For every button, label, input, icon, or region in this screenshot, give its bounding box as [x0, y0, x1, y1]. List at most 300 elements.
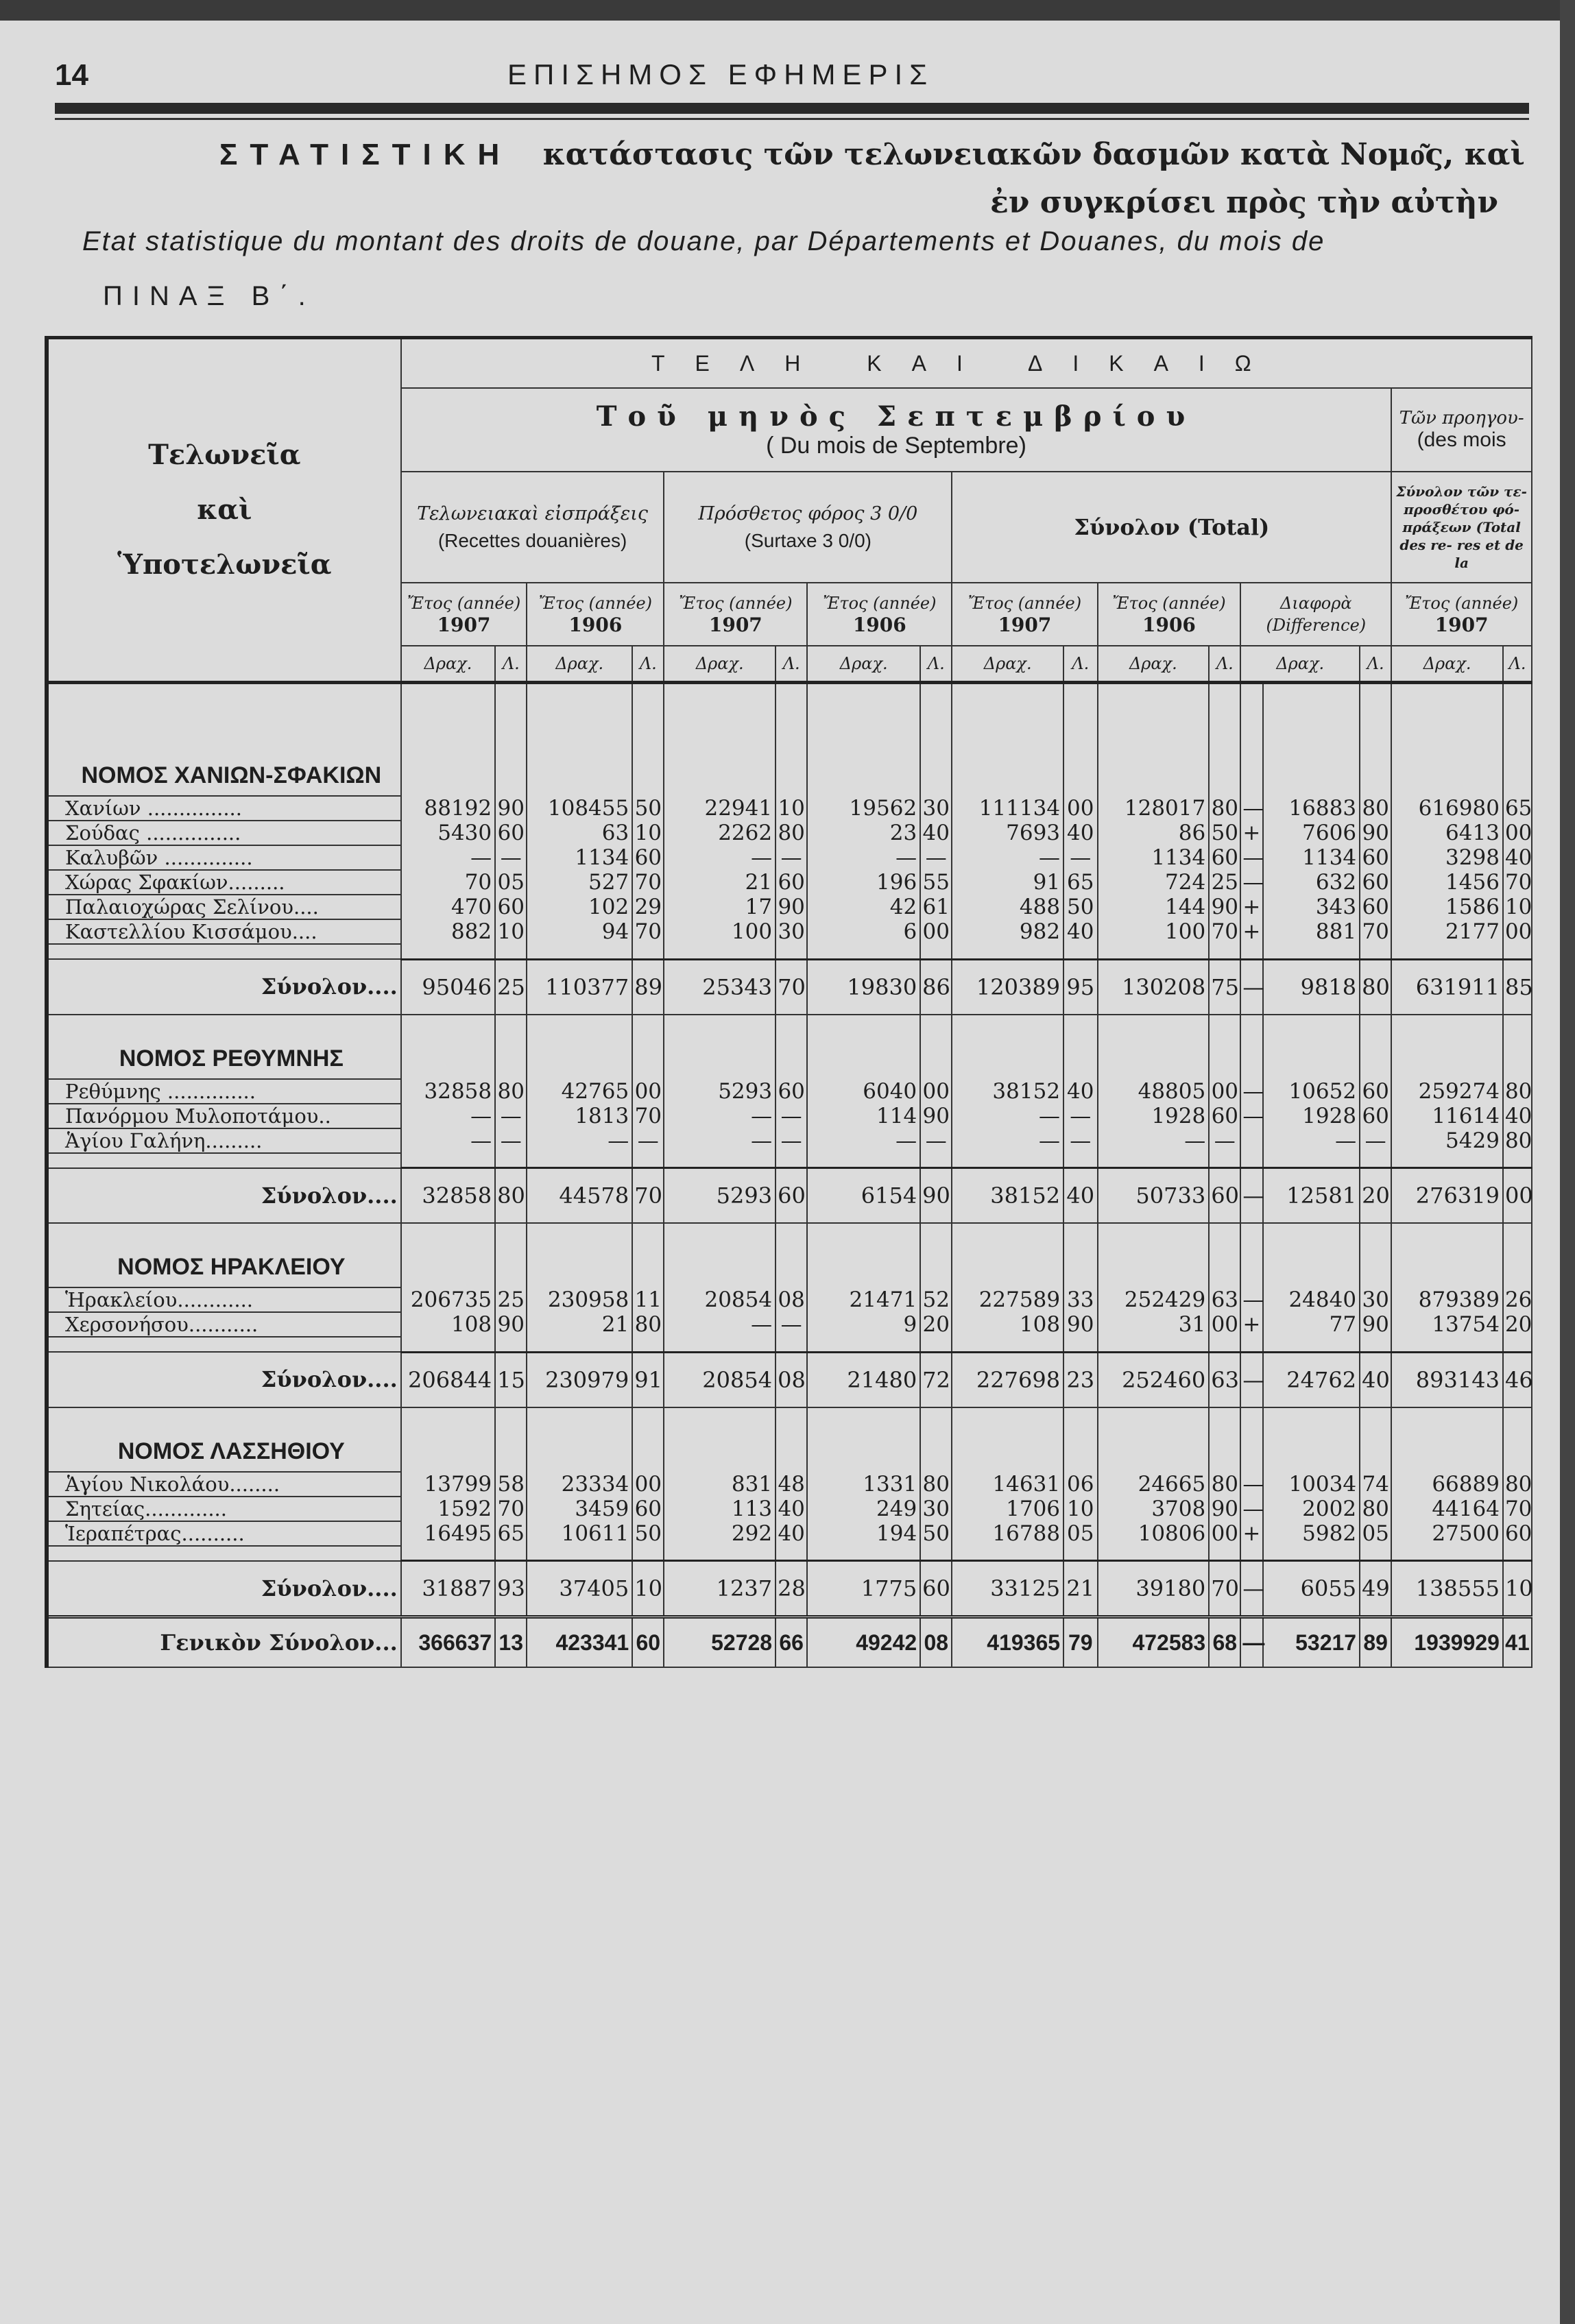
cell-drachmas: 102: [527, 895, 632, 919]
empty-cell: [632, 944, 664, 959]
cell-lepta: 08: [776, 1352, 807, 1407]
cell-lepta: 40: [1503, 1104, 1532, 1128]
header-surtaxe-greek: Πρόσθετος φόρος 3 0/0: [698, 503, 918, 524]
empty-cell: [664, 1015, 776, 1079]
cell-drachmas: 206844: [401, 1352, 495, 1407]
cell-lepta: 80: [632, 1312, 664, 1337]
cell-drachmas: 419365: [952, 1617, 1063, 1668]
cell-lepta: 05: [495, 870, 527, 895]
empty-cell: [952, 1407, 1063, 1472]
scan-top-edge: [0, 0, 1575, 21]
empty-cell: [776, 1153, 807, 1168]
cell-drachmas: —: [401, 1128, 495, 1153]
cell-drachmas: 24840: [1263, 1287, 1360, 1312]
empty-cell: [1098, 1407, 1210, 1472]
cell-drachmas: 13799: [401, 1472, 495, 1497]
empty-cell: [1503, 1337, 1532, 1352]
cell-lepta: 33: [1063, 1287, 1097, 1312]
cell-drachmas: 108: [401, 1312, 495, 1337]
empty-cell: [920, 1015, 952, 1079]
cell-lepta: 72: [920, 1352, 952, 1407]
cell-drachmas: 1134: [527, 845, 632, 870]
cell-drachmas: —: [1263, 1128, 1360, 1153]
empty-cell: [1360, 1546, 1391, 1561]
stub-header-line-3: Ὑποτελωνεῖα: [117, 548, 332, 581]
table-label: ΠΙΝΑΞ Β΄.: [103, 281, 315, 311]
empty-cell: [1098, 1223, 1210, 1287]
cell-drachmas: 1813: [527, 1104, 632, 1128]
cell-lepta: 40: [1063, 919, 1097, 944]
cell-lepta: 70: [495, 1497, 527, 1521]
cell-drachmas: 276319: [1391, 1168, 1503, 1224]
cell-drachmas: 366637: [401, 1617, 495, 1668]
empty-cell: [807, 1337, 920, 1352]
cell-drachmas: 24665: [1098, 1472, 1210, 1497]
office-name: Ἱεραπέτρας..........: [47, 1521, 401, 1546]
empty-cell: [920, 1223, 952, 1287]
cell-drachmas: 33125: [952, 1561, 1063, 1617]
cell-lepta: 10: [632, 1561, 664, 1617]
empty-cell: [1391, 1015, 1503, 1079]
empty-cell: [632, 683, 664, 797]
empty-cell: [401, 944, 495, 959]
spacer-row: [47, 1337, 1532, 1352]
cell-lepta: 60: [495, 895, 527, 919]
cell-lepta: —: [1063, 845, 1097, 870]
empty-cell: [807, 1015, 920, 1079]
cell-lepta: 60: [1360, 870, 1391, 895]
empty-cell: [1391, 1546, 1503, 1561]
cell-drachmas: 10611: [527, 1521, 632, 1546]
cell-drachmas: 1237: [664, 1561, 776, 1617]
cell-drachmas: 100: [664, 919, 776, 944]
cell-drachmas: 22941: [664, 796, 776, 821]
cell-lepta: 60: [632, 1497, 664, 1521]
cell-lepta: 60: [1503, 1521, 1532, 1546]
empty-cell: [952, 1337, 1063, 1352]
empty-cell: [527, 1015, 632, 1079]
office-name: Καστελλίου Κισσάμου....: [47, 919, 401, 944]
cell-lepta: 50: [632, 796, 664, 821]
cell-lepta: 26: [1503, 1287, 1532, 1312]
cell-drachmas: 9: [807, 1312, 920, 1337]
year-label: Ἔτος (année): [1404, 594, 1519, 613]
empty-cell: [664, 1546, 776, 1561]
header-total: Σύνολον (Total): [952, 472, 1391, 583]
cell-drachmas: 16495: [401, 1521, 495, 1546]
cell-lepta: 25: [495, 1287, 527, 1312]
cell-drachmas: 21: [527, 1312, 632, 1337]
cell-drachmas: —: [664, 1104, 776, 1128]
cell-drachmas: 86: [1098, 821, 1210, 845]
cell-drachmas: 25343: [664, 959, 776, 1015]
cell-lepta: —: [1209, 1128, 1240, 1153]
cell-drachmas: 632: [1263, 870, 1360, 895]
empty-cell: [807, 1546, 920, 1561]
empty-cell: [1391, 1223, 1503, 1287]
cell-lepta: 10: [1503, 895, 1532, 919]
spacer: [47, 1153, 401, 1168]
cell-lepta: 11: [632, 1287, 664, 1312]
cell-drachmas: 1706: [952, 1497, 1063, 1521]
cell-drachmas: 724: [1098, 870, 1210, 895]
difference-label-greek: Διαφορὰ: [1280, 594, 1352, 613]
cell-drachmas: 44164: [1391, 1497, 1503, 1521]
empty-cell: [1263, 1223, 1360, 1287]
empty-cell: [527, 1153, 632, 1168]
cell-lepta: 55: [920, 870, 952, 895]
cell-lepta: 40: [920, 821, 952, 845]
total-label: Σύνολον....: [47, 1561, 401, 1617]
empty-cell: [952, 1223, 1063, 1287]
cell-drachmas: 343: [1263, 895, 1360, 919]
empty-cell: [920, 1337, 952, 1352]
cell-lepta: 40: [1503, 845, 1532, 870]
empty-cell: [632, 1223, 664, 1287]
cell-drachmas: —: [401, 1104, 495, 1128]
empty-cell: [1063, 1153, 1097, 1168]
cell-lepta: 25: [1209, 870, 1240, 895]
empty-cell: [1098, 1337, 1210, 1352]
cell-drachmas: 44578: [527, 1168, 632, 1224]
cell-drachmas: 144: [1098, 895, 1210, 919]
cell-lepta: 00: [1209, 1079, 1240, 1104]
cell-drachmas: 110377: [527, 959, 632, 1015]
empty-cell: [1209, 1337, 1240, 1352]
cell-lepta: 20: [1503, 1312, 1532, 1337]
empty-cell: [1063, 1546, 1097, 1561]
cell-drachmas: 10652: [1263, 1079, 1360, 1104]
empty-cell: [1360, 1015, 1391, 1079]
empty-cell: [1063, 1407, 1097, 1472]
empty-cell: [664, 1223, 776, 1287]
header-year-recettes-1906: [527, 583, 664, 646]
empty-cell: [1063, 944, 1097, 959]
header-recettes-french: (Recettes douanières): [437, 529, 627, 551]
header-year-total-1906: [1098, 583, 1241, 646]
cell-drachmas: 13754: [1391, 1312, 1503, 1337]
empty-cell: [1240, 1015, 1263, 1079]
cell-drachmas: 1592: [401, 1497, 495, 1521]
empty-cell: [1263, 944, 1360, 959]
cell-lepta: —: [920, 845, 952, 870]
cell-drachmas: 21471: [807, 1287, 920, 1312]
spacer: [47, 1337, 401, 1352]
cell-lepta: 74: [1360, 1472, 1391, 1497]
cell-lepta: 85: [1503, 959, 1532, 1015]
empty-cell: [1503, 1015, 1532, 1079]
cell-lepta: 25: [495, 959, 527, 1015]
empty-cell: [776, 944, 807, 959]
empty-cell: [527, 944, 632, 959]
cell-lepta: 70: [1209, 919, 1240, 944]
unit-drachma: Δραχ.: [1098, 646, 1210, 683]
empty-cell: [1503, 944, 1532, 959]
empty-cell: [1263, 683, 1360, 797]
grand-total-label: Γενικὸν Σύνολον...: [47, 1617, 401, 1668]
office-row: [47, 1287, 1532, 1312]
header-recettes: [401, 472, 664, 583]
year-label: Ἔτος (année): [538, 594, 653, 613]
office-row: [47, 1104, 1532, 1128]
office-name: Χανίων ...............: [47, 796, 401, 821]
year-value: 1906: [1142, 614, 1196, 636]
cell-lepta: 00: [920, 1079, 952, 1104]
empty-cell: [952, 1546, 1063, 1561]
cell-drachmas: 3708: [1098, 1497, 1210, 1521]
empty-cell: [1098, 1015, 1210, 1079]
customs-duties-table: [45, 336, 1532, 1668]
cell-drachmas: 1331: [807, 1472, 920, 1497]
cell-lepta: 60: [1209, 1168, 1240, 1224]
empty-cell: [1240, 1546, 1263, 1561]
cell-lepta: —: [495, 1128, 527, 1153]
spacer: [47, 1546, 401, 1561]
title-spaced-word: ΣΤΑΤΙΣΤΙΚΗ: [219, 138, 512, 171]
empty-cell: [495, 1153, 527, 1168]
cell-lepta: 80: [1503, 1472, 1532, 1497]
empty-cell: [1503, 683, 1532, 797]
cell-lepta: 60: [632, 845, 664, 870]
empty-cell: [1263, 1015, 1360, 1079]
header-surtaxe-french: (Surtaxe 3 0/0): [744, 529, 871, 551]
empty-cell: [920, 1546, 952, 1561]
department-heading-row: [47, 1223, 1532, 1287]
total-label: Σύνολον....: [47, 1168, 401, 1224]
cell-drachmas: 38152: [952, 1079, 1063, 1104]
cell-drachmas: 32858: [401, 1168, 495, 1224]
office-name: Καλυβῶν ..............: [47, 845, 401, 870]
empty-cell: [664, 1337, 776, 1352]
office-row: [47, 1079, 1532, 1104]
cell-lepta: 80: [495, 1168, 527, 1224]
cell-lepta: 10: [1063, 1497, 1097, 1521]
cell-drachmas: 616980: [1391, 796, 1503, 821]
empty-cell: [1209, 1407, 1240, 1472]
cell-drachmas: 114: [807, 1104, 920, 1128]
cell-drachmas: 881: [1263, 919, 1360, 944]
empty-cell: [1391, 1407, 1503, 1472]
cell-lepta: 00: [1503, 821, 1532, 845]
cell-lepta: 68: [1209, 1617, 1240, 1668]
unit-drachma: Δραχ.: [527, 646, 632, 683]
cell-lepta: 29: [632, 895, 664, 919]
empty-cell: [401, 683, 495, 797]
empty-cell: [527, 683, 632, 797]
difference-sign: —: [1240, 1079, 1263, 1104]
cell-drachmas: 38152: [952, 1168, 1063, 1224]
cell-drachmas: 12581: [1263, 1168, 1360, 1224]
cell-lepta: 20: [920, 1312, 952, 1337]
header-top-banner: ΤΕΛΗ ΚΑΙ ΔΙΚΑΙΩ: [401, 338, 1532, 389]
cell-drachmas: 230958: [527, 1287, 632, 1312]
empty-cell: [527, 1337, 632, 1352]
cell-drachmas: 196: [807, 870, 920, 895]
unit-drachma: Δραχ.: [1240, 646, 1360, 683]
cell-lepta: 30: [920, 796, 952, 821]
empty-cell: [1209, 1153, 1240, 1168]
cell-drachmas: 113: [664, 1497, 776, 1521]
empty-cell: [1098, 944, 1210, 959]
cell-drachmas: 882: [401, 919, 495, 944]
cell-drachmas: 39180: [1098, 1561, 1210, 1617]
header-previous-months: [1391, 388, 1532, 472]
empty-cell: [1263, 1153, 1360, 1168]
cell-lepta: 80: [1360, 796, 1391, 821]
spacer-row: [47, 1153, 1532, 1168]
cell-lepta: 13: [495, 1617, 527, 1668]
title-line-2: ἐν συγκρίσει πρὸς τὴν αὐτὴν: [990, 185, 1498, 220]
year-value: 1907: [708, 614, 762, 636]
customs-table-wrap: [45, 336, 1532, 1668]
cell-lepta: —: [776, 845, 807, 870]
cell-drachmas: 1939929: [1391, 1617, 1503, 1668]
cell-drachmas: 48805: [1098, 1079, 1210, 1104]
cell-drachmas: 1456: [1391, 870, 1503, 895]
difference-sign: +: [1240, 1312, 1263, 1337]
empty-cell: [807, 1153, 920, 1168]
cell-lepta: 90: [495, 796, 527, 821]
cell-lepta: 70: [1503, 870, 1532, 895]
cell-lepta: 00: [1063, 796, 1097, 821]
office-name: Σητείας.............: [47, 1497, 401, 1521]
empty-cell: [1209, 683, 1240, 797]
header-year-surtaxe-1907: [664, 583, 807, 646]
cell-lepta: 23: [1063, 1352, 1097, 1407]
cell-drachmas: 7606: [1263, 821, 1360, 845]
grand-total-row: [47, 1617, 1532, 1668]
empty-cell: [1209, 1546, 1240, 1561]
department-total-row: [47, 1168, 1532, 1224]
cell-lepta: 60: [495, 821, 527, 845]
office-name: Χερσονήσου...........: [47, 1312, 401, 1337]
empty-cell: [495, 944, 527, 959]
department-total-row: [47, 959, 1532, 1015]
year-value: 1907: [437, 614, 491, 636]
cell-drachmas: 138555: [1391, 1561, 1503, 1617]
gazette-page: [0, 21, 1560, 2324]
cell-drachmas: 23: [807, 821, 920, 845]
cell-drachmas: 49242: [807, 1617, 920, 1668]
empty-cell: [952, 683, 1063, 797]
empty-cell: [776, 683, 807, 797]
department-heading: [47, 1407, 401, 1472]
cell-lepta: 00: [632, 1472, 664, 1497]
cell-lepta: 08: [920, 1617, 952, 1668]
empty-cell: [401, 1407, 495, 1472]
cell-lepta: 65: [1503, 796, 1532, 821]
cell-drachmas: 95046: [401, 959, 495, 1015]
difference-sign: —: [1240, 1472, 1263, 1497]
cell-lepta: 70: [632, 870, 664, 895]
cell-lepta: 70: [1503, 1497, 1532, 1521]
cell-drachmas: 20854: [664, 1287, 776, 1312]
difference-sign: —: [1240, 1287, 1263, 1312]
cell-lepta: 70: [632, 1168, 664, 1224]
cell-lepta: 08: [776, 1287, 807, 1312]
empty-cell: [527, 1407, 632, 1472]
empty-cell: [776, 1015, 807, 1079]
cell-drachmas: 1775: [807, 1561, 920, 1617]
cell-drachmas: 472583: [1098, 1617, 1210, 1668]
cell-lepta: 50: [920, 1521, 952, 1546]
unit-lepta: Λ.: [920, 646, 952, 683]
cell-lepta: 61: [920, 895, 952, 919]
year-value: 1906: [852, 614, 906, 636]
empty-cell: [1503, 1546, 1532, 1561]
page-header: [55, 58, 1529, 99]
cell-lepta: —: [495, 1104, 527, 1128]
header-difference: [1240, 583, 1391, 646]
difference-sign: —: [1240, 870, 1263, 895]
cell-lepta: 05: [1360, 1521, 1391, 1546]
cell-lepta: 79: [1063, 1617, 1097, 1668]
cell-drachmas: 5982: [1263, 1521, 1360, 1546]
cell-lepta: 93: [495, 1561, 527, 1617]
stub-header: [47, 338, 401, 683]
total-label: Σύνολον....: [47, 959, 401, 1015]
cell-drachmas: 488: [952, 895, 1063, 919]
cell-drachmas: 94: [527, 919, 632, 944]
cell-lepta: 80: [776, 821, 807, 845]
cell-lepta: 80: [1503, 1128, 1532, 1153]
cell-drachmas: 5293: [664, 1168, 776, 1224]
cell-drachmas: 27500: [1391, 1521, 1503, 1546]
cell-lepta: —: [776, 1312, 807, 1337]
office-row: [47, 895, 1532, 919]
empty-cell: [1391, 1337, 1503, 1352]
header-year-surtaxe-1906: [807, 583, 952, 646]
cell-lepta: 80: [1209, 796, 1240, 821]
cell-lepta: 70: [1360, 919, 1391, 944]
cell-drachmas: 1134: [1098, 845, 1210, 870]
cell-lepta: 60: [1360, 1079, 1391, 1104]
cell-lepta: 00: [920, 919, 952, 944]
cell-drachmas: 111134: [952, 796, 1063, 821]
empty-cell: [527, 1223, 632, 1287]
cell-drachmas: 14631: [952, 1472, 1063, 1497]
header-surtaxe: [664, 472, 952, 583]
cell-lepta: 90: [920, 1104, 952, 1128]
difference-sign: —: [1240, 1561, 1263, 1617]
office-row: [47, 1472, 1532, 1497]
office-row: [47, 821, 1532, 845]
cell-drachmas: 631911: [1391, 959, 1503, 1015]
header-rule-thick: [55, 103, 1529, 114]
empty-cell: [632, 1407, 664, 1472]
cell-lepta: 10: [495, 919, 527, 944]
cell-drachmas: 6040: [807, 1079, 920, 1104]
unit-lepta: Λ.: [1503, 646, 1532, 683]
department-name: ΝΟΜΟΣ ΗΡΑΚΛΕΙΟΥ: [117, 1254, 346, 1280]
cell-drachmas: 3459: [527, 1497, 632, 1521]
cell-drachmas: 21480: [807, 1352, 920, 1407]
spacer: [47, 944, 401, 959]
cell-lepta: 30: [920, 1497, 952, 1521]
cell-lepta: 90: [1209, 1497, 1240, 1521]
cell-drachmas: 50733: [1098, 1168, 1210, 1224]
cell-drachmas: 252460: [1098, 1352, 1210, 1407]
office-row: [47, 796, 1532, 821]
cell-lepta: 95: [1063, 959, 1097, 1015]
year-label: Ἔτος (année): [967, 594, 1082, 613]
cell-lepta: 70: [776, 959, 807, 1015]
department-total-row: [47, 1352, 1532, 1407]
cell-lepta: 50: [632, 1521, 664, 1546]
cell-drachmas: 9818: [1263, 959, 1360, 1015]
cell-drachmas: 2002: [1263, 1497, 1360, 1521]
year-value: 1906: [568, 614, 623, 636]
